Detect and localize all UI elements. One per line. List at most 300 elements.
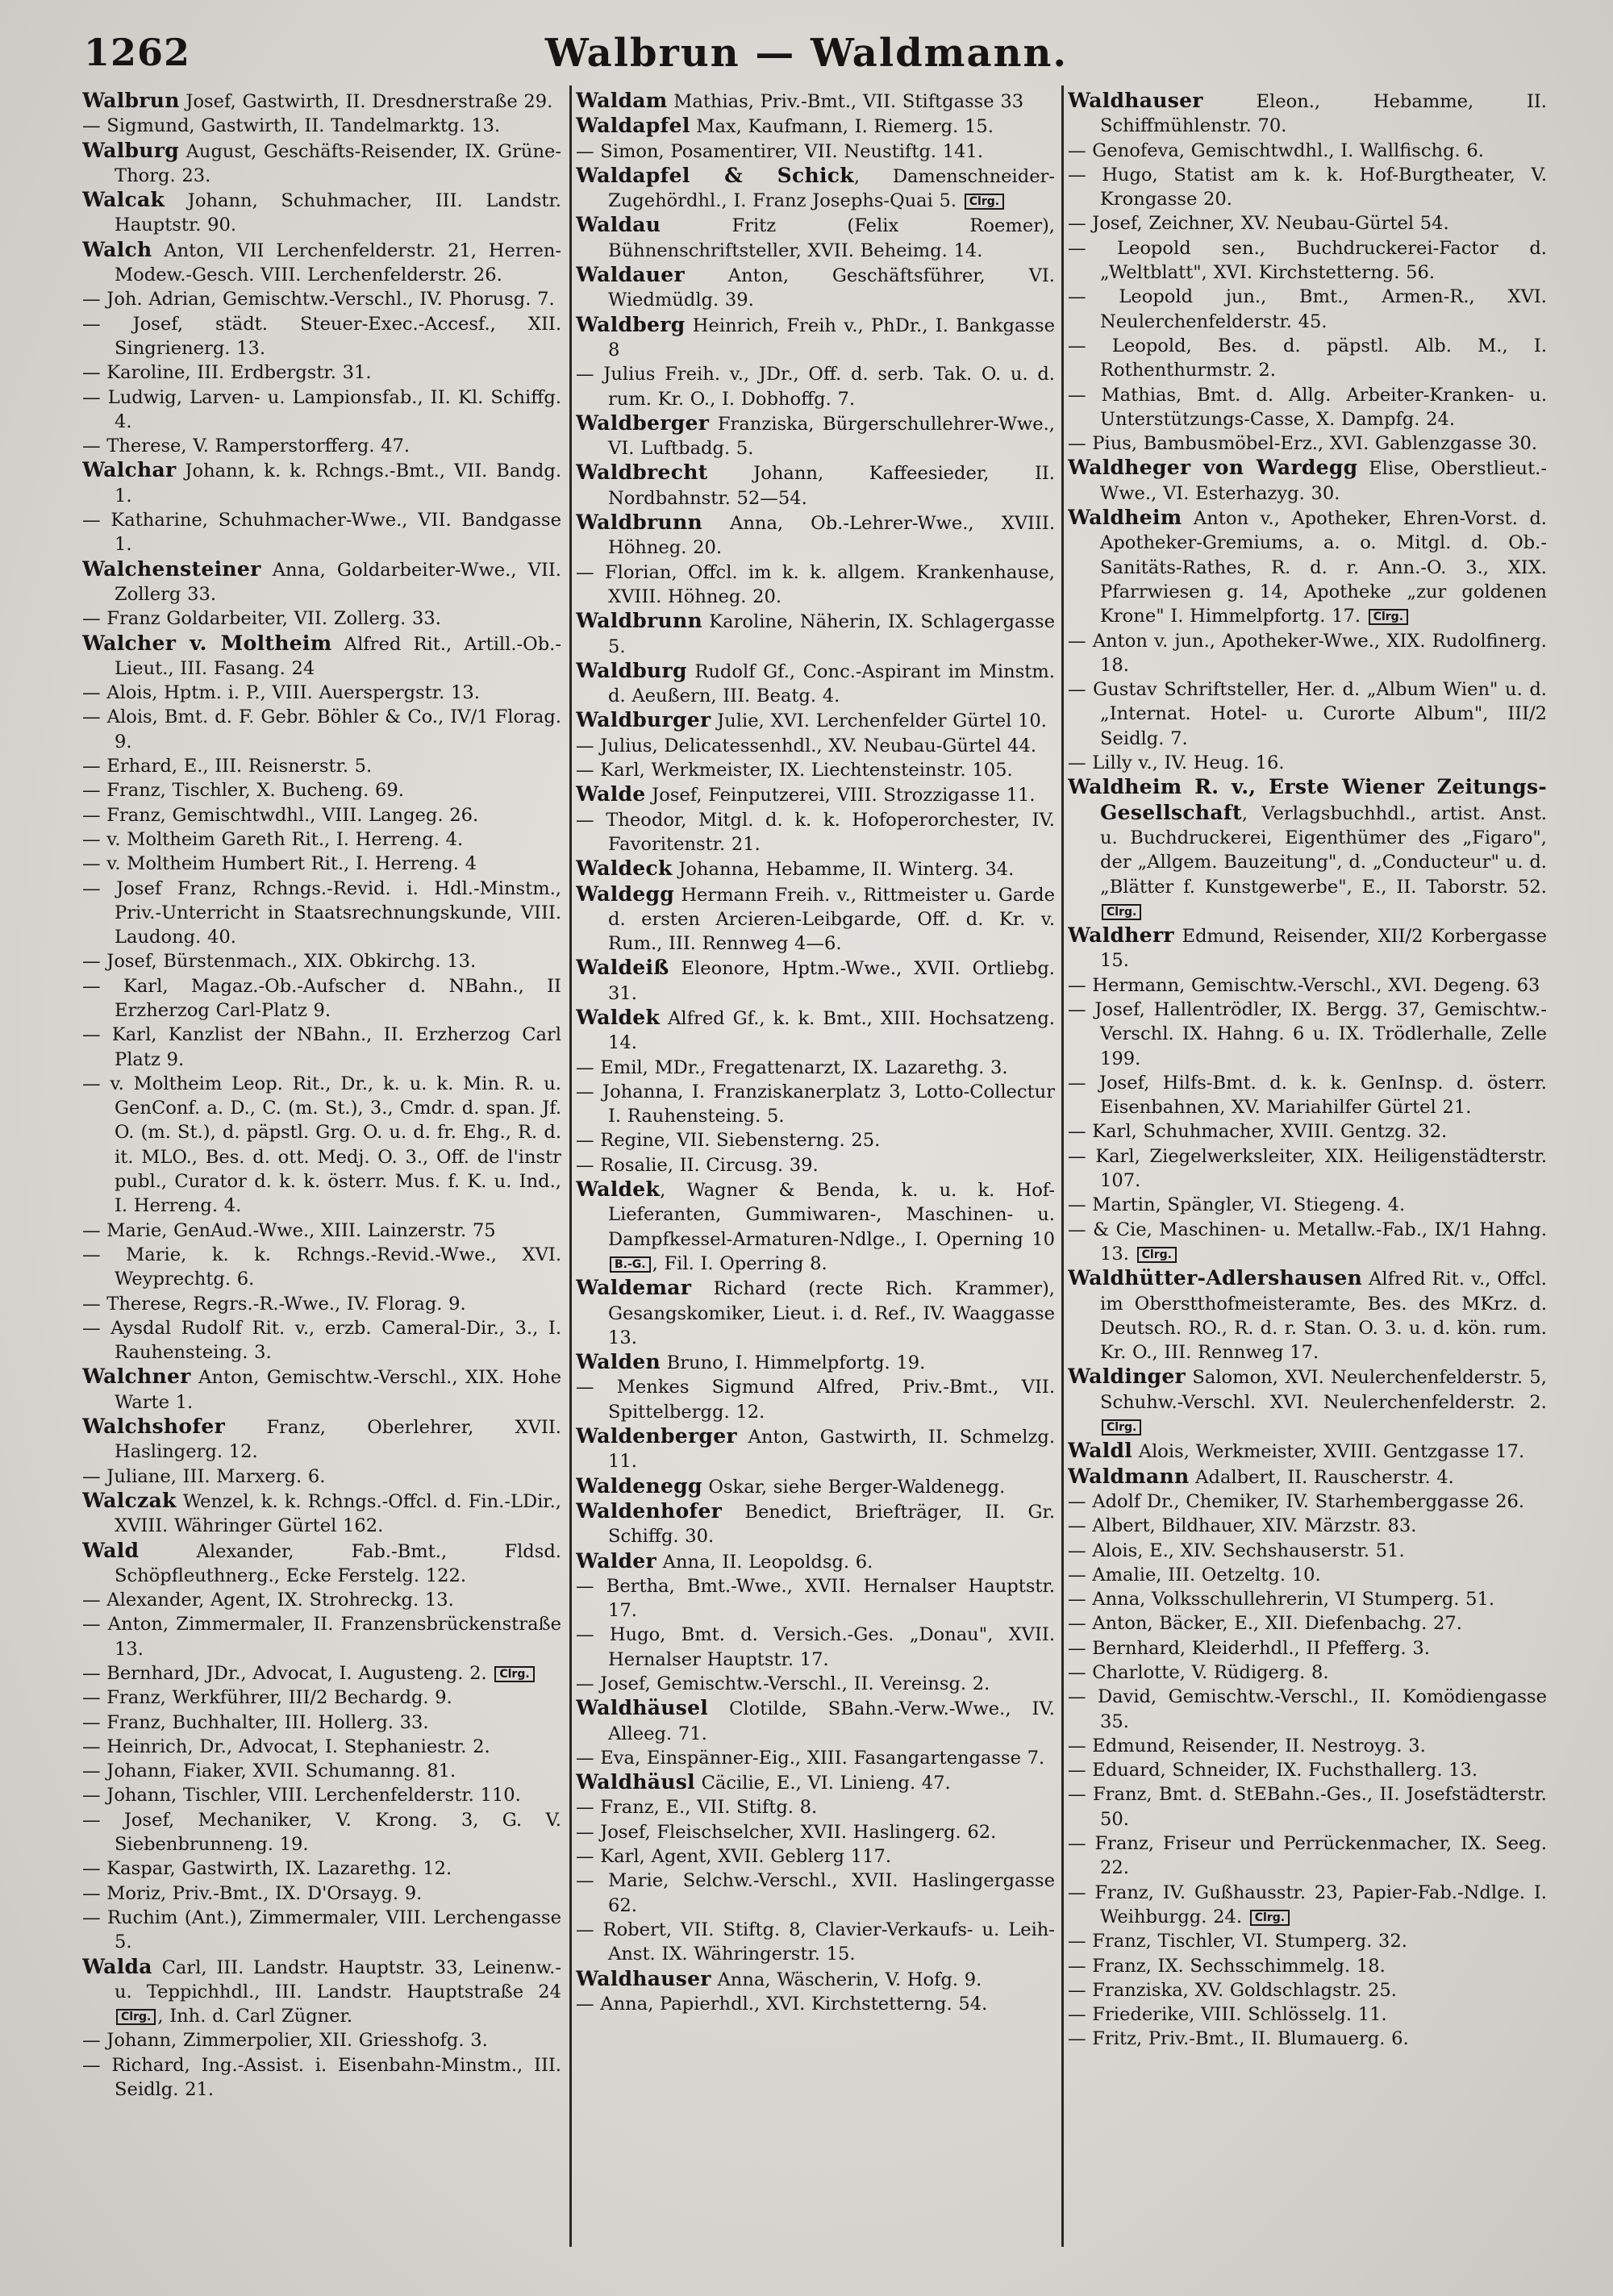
- directory-entry: [1068, 1193, 1547, 1217]
- directory-entry: [1068, 236, 1547, 285]
- entry-details: — Marie, k. k. Rchngs.-Revid.-Wwe., XVI. Weyprechtg. 6.: [82, 1244, 561, 1290]
- entry-details: — Adolf Dr., Chemiker, IV. Starhemberggasse 26.: [1068, 1490, 1525, 1512]
- directory-entry: [82, 89, 561, 114]
- entry-details: — Amalie, III. Oetzeltg. 10.: [1068, 1564, 1321, 1586]
- directory-entry: [1068, 1782, 1547, 1831]
- directory-entry: [576, 758, 1055, 782]
- directory-entry: [82, 803, 561, 827]
- directory-entry: [82, 827, 561, 852]
- column-3: [1068, 89, 1547, 2247]
- directory-entry: [82, 606, 561, 631]
- entry-details: — Franz, Friseur und Perrückenmacher, IX. Seeg. 22.: [1068, 1833, 1547, 1879]
- directory-entry: [82, 557, 561, 607]
- entry-surname: Waldheim: [1068, 506, 1182, 530]
- directory-entry: [1068, 1758, 1547, 1782]
- entry-details: , Wagner & Benda, k. u. k. Hof-Lieferanten, Gummiwaren-, Maschinen- u. Dampfkessel-Armaturen-Ndlge., I. Operning 10: [608, 1180, 1055, 1250]
- entry-details: — Franz, Bmt. d. StEBahn.-Ges., II. Josefstädterstr. 50.: [1068, 1784, 1547, 1830]
- entry-details: Wenzel, k. k. Rchngs.-Offcl. d. Fin.-LDir., XVIII. Währinger Gürtel 162.: [115, 1490, 561, 1537]
- directory-entry: [82, 754, 561, 778]
- directory-entry: [82, 1783, 561, 1807]
- entry-details: Mathias, Priv.-Bmt., VII. Stiftgasse 33: [667, 91, 1024, 112]
- directory-entry: [82, 312, 561, 361]
- entry-details: Cäcilie, E., VI. Linieng. 47.: [694, 1773, 951, 1794]
- entry-surname: Waldapfel: [576, 114, 690, 138]
- entry-details: — Franz, Werkführer, III/2 Bechardg. 9.: [82, 1687, 452, 1709]
- directory-entry: [1068, 1144, 1547, 1194]
- entry-details: — Pius, Bambusmöbel-Erz., XVI. Gablenzgasse 30.: [1068, 433, 1538, 455]
- entry-surname: Walchner: [82, 1365, 191, 1389]
- entry-details: — Franz, IX. Sechsschimmelg. 18.: [1068, 1955, 1386, 1977]
- page-header: [0, 31, 1613, 79]
- directory-entry: [82, 1808, 561, 1857]
- entry-details: — Fritz, Priv.-Bmt., II. Blumauerg. 6.: [1068, 2028, 1409, 2050]
- entry-details: Elise, Oberstlieut.-Wwe., VI. Esterhazyg. 30.: [1100, 458, 1547, 504]
- column-1: [82, 89, 561, 2247]
- entry-surname: Walde: [576, 782, 646, 806]
- entry-details: — Leopold, Bes. d. päpstl. Alb. M., I. Rothenthurmstr. 2.: [1068, 335, 1547, 381]
- directory-entry: [1068, 1881, 1547, 1930]
- entry-surname: Waldbrunn: [576, 510, 702, 535]
- entry-surname: Walchar: [82, 458, 177, 482]
- entry-surname: Waldeck: [576, 856, 673, 881]
- entry-details: — Johann, Tischler, VIII. Lerchenfelderstr. 110.: [82, 1785, 521, 1806]
- directory-entry: [1068, 1685, 1547, 1734]
- entry-details: — Josef, Gemischtw.-Verschl., II. Vereinsg. 2.: [576, 1673, 990, 1694]
- directory-entry: [1068, 973, 1547, 998]
- entry-details: — v. Moltheim Leop. Rit., Dr., k. u. k. Min. R. u. GenConf. a. D., C. (m. St.), 3., Cmdr. d. span. Jf. O. (m. St.), d. päpstl. Grg. O. u. d. fr. Ehg., R. d. it. MLO., Bes. d. ott. Medj. O. 3., Off. de l'instr publ., Curator d. k. k. österr. Mus. f. K. u. Ind., I. Herreng. 4.: [82, 1073, 561, 1217]
- directory-entry: [576, 1770, 1055, 1795]
- entry-details: Anton, Gemischtw.-Verschl., XIX. Hohe Warte 1.: [115, 1367, 561, 1413]
- entry-details: — Hugo, Bmt. d. Versich.-Ges. „Donau", XVII. Hernalser Hauptstr. 17.: [576, 1624, 1055, 1670]
- entry-details: — v. Moltheim Humbert Rit., I. Herreng. 4: [82, 853, 477, 875]
- entry-surname: Waldau: [576, 213, 661, 237]
- entry-details: — Moriz, Priv.-Bmt., IX. D'Orsayg. 9.: [82, 1882, 423, 1904]
- entry-details: — Marie, GenAud.-Wwe., XIII. Lainzerstr. 75: [82, 1219, 496, 1241]
- entry-details: Adalbert, II. Rauscherstr. 4.: [1189, 1466, 1454, 1488]
- directory-entry: [1068, 139, 1547, 163]
- entry-details: — Simon, Posamentirer, VII. Neustiftg. 141.: [576, 140, 984, 162]
- directory-entry: [82, 114, 561, 138]
- entry-surname: Waldhauser: [1068, 89, 1203, 112]
- directory-entry: [82, 458, 561, 508]
- directory-entry: [576, 956, 1055, 1006]
- directory-entry: [1068, 211, 1547, 235]
- directory-entry: [576, 1177, 1055, 1276]
- entry-details: — Lilly v., IV. Heug. 16.: [1068, 752, 1285, 774]
- entry-details: — Theodor, Mitgl. d. k. k. Hofoperorchester, IV. Favoritenstr. 21.: [576, 809, 1055, 855]
- directory-entry: [576, 609, 1055, 659]
- directory-entry: [1068, 163, 1547, 212]
- directory-entry: [576, 1918, 1055, 1967]
- directory-entry: [1068, 1563, 1547, 1587]
- directory-entry: [576, 708, 1055, 733]
- directory-entry: [576, 411, 1055, 461]
- directory-entry: [1068, 775, 1547, 923]
- directory-entry: [576, 1746, 1055, 1770]
- directory-entry: [1068, 1954, 1547, 1978]
- entry-details: — Erhard, E., III. Reisnerstr. 5.: [82, 756, 373, 777]
- entry-details: — Josef, städt. Steuer-Exec.-Accesf., XII. Singrienerg. 13.: [82, 313, 561, 359]
- entry-details: — Julius, Delicatessenhdl., XV. Neubau-Gürtel 44.: [576, 735, 1037, 756]
- entry-details: — Johann, Fiaker, XVII. Schumanng. 81.: [82, 1761, 456, 1782]
- directory-entry: [1068, 1266, 1547, 1365]
- entry-details-continued: , Fil. I. Operring 8.: [652, 1252, 827, 1274]
- entry-details: — Richard, Ing.-Assist. i. Eisenbahn-Minstm., III. Seidlg. 21.: [82, 2054, 561, 2101]
- entry-details: Alfred Gf., k. k. Bmt., XIII. Hochsatzeng. 14.: [608, 1007, 1055, 1054]
- directory-entry: [1068, 456, 1547, 506]
- entry-details: — Hugo, Statist am k. k. Hof-Burgtheater, V. Krongasse 20.: [1068, 164, 1547, 210]
- directory-entry: [82, 852, 561, 876]
- entry-details: — Bernhard, JDr., Advocat, I. Augusteng. 2.: [82, 1663, 487, 1684]
- entry-details: — Aysdal Rudolf Rit. v., erzb. Cameral-Dir., 3., I. Rauhensteing. 3.: [82, 1317, 561, 1364]
- directory-entry: [82, 949, 561, 973]
- clearing-badge: Clrg.: [1369, 609, 1408, 625]
- entry-details: Richard (recte Rich. Krammer), Gesangskomiker, Lieut. i. d. Ref., IV. Waaggasse 13.: [608, 1278, 1055, 1348]
- entry-details: Eleonore, Hptm.-Wwe., XVII. Ortliebg. 31.: [608, 958, 1055, 1004]
- entry-details: Carl, III. Landstr. Hauptstr. 33, Leinenw.- u. Teppichhdl., III. Landstr. Hauptstraße 24: [115, 1956, 561, 2002]
- directory-entry: [82, 1539, 561, 1589]
- directory-entry: [1068, 1734, 1547, 1758]
- directory-entry: [82, 238, 561, 288]
- directory-entry: [576, 1056, 1055, 1080]
- directory-columns: [82, 85, 1545, 2263]
- directory-entry: [576, 1006, 1055, 1056]
- entry-surname: Waldmann: [1068, 1464, 1190, 1488]
- directory-entry: [82, 1023, 561, 1072]
- entry-surname: Waldam: [576, 89, 668, 112]
- directory-entry: [576, 510, 1055, 560]
- directory-entry: [576, 856, 1055, 881]
- entry-details: — Genofeva, Gemischtwdhl., I. Wallfischg. 6.: [1068, 140, 1484, 161]
- directory-entry: [576, 1350, 1055, 1375]
- directory-entry: [82, 385, 561, 435]
- entry-details: Benedict, Briefträger, II. Gr. Schiffg. 30.: [608, 1501, 1055, 1548]
- entry-details: — Karl, Kanzlist der NBahn., II. Erzherzog Carl Platz 9.: [82, 1024, 561, 1070]
- directory-entry: [82, 1759, 561, 1783]
- directory-entry: [576, 362, 1055, 411]
- entry-details: — Franz, E., VII. Stiftg. 8.: [576, 1797, 818, 1819]
- clearing-badge: Clrg.: [494, 1666, 534, 1682]
- entry-surname: Waldburger: [576, 708, 711, 732]
- directory-entry: [576, 1967, 1055, 1992]
- entry-details: Anton, Geschäftsführer, VI. Wiedmüdlg. 39.: [608, 265, 1055, 311]
- entry-details: — Leopold jun., Bmt., Armen-R., XVI. Neulerchenfelderstr. 45.: [1068, 286, 1547, 332]
- column-divider: [569, 85, 572, 2247]
- directory-entry: [1068, 677, 1547, 751]
- entry-details: — Kaspar, Gastwirth, IX. Lazarethg. 12.: [82, 1858, 452, 1880]
- entry-details: Josef, Feinputzerei, VIII. Strozzigasse 11.: [645, 785, 1036, 806]
- directory-entry: [1068, 923, 1547, 973]
- directory-entry: [1068, 1071, 1547, 1120]
- entry-details: Alexander, Fab.-Bmt., Fldsd. Schöpfleuthnerg., Ecke Ferstelg. 122.: [115, 1540, 561, 1586]
- directory-entry: [1068, 1611, 1547, 1636]
- entry-details: Johanna, Hebamme, II. Winterg. 34.: [672, 859, 1015, 881]
- entry-details: — Franz, IV. Gußhausstr. 23, Papier-Fab.-Ndlge. I. Weihburgg. 24.: [1068, 1881, 1547, 1927]
- directory-entry: [576, 213, 1055, 263]
- directory-entry: [1068, 89, 1547, 139]
- directory-entry: [1068, 1465, 1547, 1490]
- entry-details: — Gustav Schriftsteller, Her. d. „Album Wien" u. d. „Internat. Hotel- u. Curorte Album", III/2 Seidlg. 7.: [1068, 679, 1547, 749]
- entry-details: Karoline, Näherin, IX. Schlagergasse 5.: [608, 611, 1055, 657]
- clearing-badge: Clrg.: [1102, 1419, 1141, 1436]
- directory-entry: [1068, 751, 1547, 775]
- entry-details: — Franz Goldarbeiter, VII. Zollerg. 33.: [82, 608, 441, 630]
- entry-details: — Anna, Volksschullehrerin, VI Stumperg. 51.: [1068, 1589, 1495, 1611]
- entry-surname: Walch: [82, 237, 152, 261]
- entry-details: — Eva, Einspänner-Eig., XIII. Fasangartengasse 7.: [576, 1747, 1045, 1769]
- directory-entry: [82, 1588, 561, 1612]
- entry-details: — Josef, Zeichner, XV. Neubau-Gürtel 54.: [1068, 213, 1449, 235]
- entry-details: — Karl, Magaz.-Ob.-Aufscher d. NBahn., II Erzherzog Carl-Platz 9.: [82, 975, 561, 1021]
- directory-entry: [82, 1365, 561, 1415]
- directory-entry: [576, 1424, 1055, 1474]
- entry-surname: Walbrun: [82, 89, 180, 112]
- clearing-badge: Clrg.: [1102, 904, 1141, 920]
- entry-surname: Waldburg: [576, 658, 687, 682]
- entry-details: — Anton, Zimmermaler, II. Franzensbrückenstraße 13.: [82, 1614, 561, 1660]
- entry-details: — Karl, Agent, XVII. Geblerg 117.: [576, 1846, 892, 1868]
- directory-entry: [1068, 1587, 1547, 1611]
- running-title: Walbrun — Waldmann.: [544, 31, 1069, 76]
- directory-entry: [82, 188, 561, 238]
- directory-entry: [82, 1316, 561, 1365]
- entry-surname: Waldek: [576, 1005, 661, 1029]
- entry-surname: Waldheim R. v., Erste Wiener Zeitungs-Gesellschaft: [1068, 775, 1547, 824]
- directory-entry: [1068, 1439, 1547, 1464]
- directory-entry: [576, 808, 1055, 857]
- entry-surname: Waldegg: [576, 881, 675, 906]
- entry-details: — Josef Franz, Rchngs.-Revid. i. Hdl.-Minstm., Priv.-Unterricht in Staatsrechnungskunde, VIII. Laudong. 40.: [82, 877, 561, 948]
- entry-surname: Walczak: [82, 1488, 177, 1512]
- directory-entry: [82, 681, 561, 705]
- entry-details: — Josef, Fleischselcher, XVII. Haslingerg. 62.: [576, 1821, 997, 1843]
- directory-entry: [82, 1219, 561, 1243]
- directory-entry: [576, 1080, 1055, 1129]
- directory-entry: [82, 1612, 561, 1661]
- directory-entry: [1068, 506, 1547, 628]
- directory-entry: [82, 1686, 561, 1710]
- directory-entry: [1068, 1218, 1547, 1267]
- entry-details: Anna, Ob.-Lehrer-Wwe., XVIII. Höhneg. 20.: [608, 513, 1055, 559]
- directory-entry: [576, 114, 1055, 139]
- entry-details: — Franz, Tischler, X. Bucheng. 69.: [82, 780, 404, 802]
- entry-details-continued: , Inh. d. Carl Zügner.: [157, 2006, 353, 2027]
- entry-details: — Karl, Ziegelwerksleiter, XIX. Heiligenstädterstr. 107.: [1068, 1145, 1547, 1192]
- directory-entry: [1068, 1636, 1547, 1661]
- entry-details: — Emil, MDr., Fregattenarzt, IX. Lazarethg. 3.: [576, 1056, 1008, 1078]
- directory-entry: [576, 1844, 1055, 1869]
- entry-details: — Charlotte, V. Rüdigerg. 8.: [1068, 1662, 1329, 1683]
- directory-entry: [1068, 1490, 1547, 1514]
- directory-entry: [82, 287, 561, 311]
- entry-details: — & Cie, Maschinen- u. Metallw.-Fab., IX/1 Hahng. 13.: [1068, 1219, 1547, 1265]
- directory-entry: [82, 778, 561, 802]
- entry-surname: Waldauer: [576, 263, 685, 287]
- entry-details: — Sigmund, Gastwirth, II. Tandelmarktg. 13.: [82, 115, 501, 137]
- entry-details: — Menkes Sigmund Alfred, Priv.-Bmt., VII. Spittelbergg. 12.: [576, 1377, 1055, 1423]
- entry-details: — v. Moltheim Gareth Rit., I. Herreng. 4.: [82, 828, 464, 850]
- directory-entry: [576, 1153, 1055, 1177]
- entry-surname: Waldberg: [576, 312, 686, 336]
- directory-entry: [1068, 431, 1547, 456]
- directory-entry: [576, 1820, 1055, 1844]
- directory-entry: [82, 1489, 561, 1539]
- entry-surname: Waldberger: [576, 410, 710, 435]
- entry-surname: Waldbrecht: [576, 460, 708, 485]
- entry-details: Hermann Freih. v., Rittmeister u. Garde d. ersten Arcieren-Leibgarde, Off. d. Kr. v. Rum., III. Rennweg 4—6.: [608, 884, 1055, 955]
- directory-entry: [82, 877, 561, 950]
- entry-details: — Josef, Hilfs-Bmt. d. k. k. GenInsp. d. österr. Eisenbahnen, XV. Mariahilfer Gürtel 21.: [1068, 1072, 1547, 1119]
- directory-entry: [576, 1992, 1055, 2016]
- entry-details: — Florian, Offcl. im k. k. allgem. Krankenhause, XVIII. Höhneg. 20.: [576, 561, 1055, 607]
- entry-details: — Alois, E., XIV. Sechshauserstr. 51.: [1068, 1540, 1405, 1561]
- entry-details: — Julius Freih. v., JDr., Off. d. serb. Tak. O. u. d. rum. Kr. O., I. Dobhoffg. 7.: [576, 364, 1055, 410]
- entry-details: August, Geschäfts-Reisender, IX. Grüne-Thorg. 23.: [115, 140, 561, 186]
- directory-entry: [82, 1881, 561, 1906]
- entry-surname: Waldhauser: [576, 1966, 711, 1990]
- entry-details: — Katharine, Schuhmacher-Wwe., VII. Bandgasse 1.: [82, 510, 561, 556]
- directory-entry: [576, 1128, 1055, 1152]
- directory-entry: [1068, 2002, 1547, 2027]
- entry-details: Oskar, siehe Berger-Waldenegg.: [702, 1476, 1006, 1498]
- entry-details: Anton, Gastwirth, II. Schmelzg. 11.: [608, 1427, 1055, 1473]
- directory-entry: [82, 1072, 561, 1219]
- directory-entry: [576, 1499, 1055, 1549]
- directory-entry: [576, 89, 1055, 114]
- entry-surname: Walcher v. Moltheim: [82, 631, 332, 655]
- entry-details: Clotilde, SBahn.-Verw.-Wwe., IV. Alleeg. 71.: [608, 1698, 1055, 1744]
- entry-details: — Karoline, III. Erdbergstr. 31.: [82, 362, 372, 384]
- entry-surname: Waldinger: [1068, 1365, 1186, 1389]
- directory-entry: [576, 1276, 1055, 1350]
- entry-surname: Walchshofer: [82, 1415, 226, 1439]
- directory-entry: [1068, 1929, 1547, 1953]
- entry-surname: Waldenberger: [576, 1424, 737, 1448]
- entry-details: Anna, Wäscherin, V. Hofg. 9.: [711, 1969, 982, 1990]
- directory-entry: [576, 1574, 1055, 1623]
- entry-details: — Juliane, III. Marxerg. 6.: [82, 1465, 326, 1487]
- entry-details: — Anton, Bäcker, E., XII. Diefenbachg. 27.: [1068, 1613, 1462, 1635]
- directory-entry: [82, 1465, 561, 1489]
- directory-entry: [82, 2028, 561, 2052]
- entry-details: — Martin, Spängler, VI. Stiegeng. 4.: [1068, 1194, 1406, 1216]
- entry-details: — Johanna, I. Franziskanerplatz 3, Lotto-Collectur I. Rauhensteing. 5.: [576, 1081, 1055, 1127]
- entry-surname: Waldhäusl: [576, 1770, 695, 1794]
- entry-details: Max, Kaufmann, I. Riemerg. 15.: [690, 116, 994, 138]
- entry-details: , Damenschneider-Zugehördhl., I. Franz Josephs-Quai 5.: [608, 165, 1055, 212]
- entry-details: — David, Gemischtw.-Verschl., II. Komödiengasse 35.: [1068, 1686, 1547, 1732]
- page-number: 1262: [84, 31, 191, 74]
- entry-details: — Albert, Bildhauer, XIV. Märzstr. 83.: [1068, 1515, 1417, 1537]
- entry-details: Franziska, Bürgerschullehrer-Wwe., VI. Luftbadg. 5.: [608, 413, 1055, 460]
- directory-entry: [576, 734, 1055, 758]
- directory-entry: [576, 1869, 1055, 1918]
- entry-details: — Franz, Tischler, VI. Stumperg. 32.: [1068, 1931, 1407, 1952]
- directory-entry: [576, 1375, 1055, 1424]
- entry-surname: Waldek: [576, 1177, 661, 1202]
- directory-entry: [82, 705, 561, 754]
- entry-details: — Josef, Hallentrödler, IX. Bergg. 37, Gemischtw.-Verschl. IX. Hahng. 6 u. IX. Trödlerhalle, Zelle 199.: [1068, 998, 1547, 1069]
- entry-details: , Verlagsbuchhdl., artist. Anst. u. Buchdruckerei, Eigenthümer des „Figaro", der „Allgem. Bauzeitung", d. „Conducteur" u. d. „Blätter f. Kunstgewerbe", E., II. Taborstr. 52.: [1100, 802, 1547, 898]
- entry-surname: Waldenhofer: [576, 1498, 723, 1523]
- entry-surname: Wald: [82, 1538, 140, 1562]
- entry-surname: Waldhäusel: [576, 1696, 709, 1720]
- entry-details: — Josef, Bürstenmach., XIX. Obkirchg. 13.: [82, 951, 477, 973]
- entry-details: Rudolf Gf., Conc.-Aspirant im Minstm. d. Aeußern, III. Beatg. 4.: [608, 660, 1055, 707]
- directory-entry: [576, 1474, 1055, 1499]
- directory-entry: [82, 1856, 561, 1881]
- directory-entry: [82, 1661, 561, 1686]
- entry-surname: Walder: [576, 1548, 656, 1573]
- entry-details: — Eduard, Schneider, IX. Fuchsthallerg. 13.: [1068, 1760, 1478, 1781]
- entry-details: — Alois, Hptm. i. P., VIII. Auerspergstr. 13.: [82, 682, 480, 704]
- entry-details: — Bertha, Bmt.-Wwe., XVII. Hernalser Hauptstr. 17.: [576, 1575, 1055, 1622]
- entry-details: Johann, Kaffeesieder, II. Nordbahnstr. 52—54.: [608, 463, 1055, 509]
- directory-entry: [576, 1795, 1055, 1819]
- column-divider: [1061, 85, 1064, 2247]
- directory-entry: [1068, 334, 1547, 383]
- directory-entry: [82, 434, 561, 458]
- directory-entry: [82, 1735, 561, 1759]
- entry-surname: Waldemar: [576, 1276, 692, 1300]
- entry-details: — Alois, Bmt. d. F. Gebr. Böhler & Co., IV/1 Florag. 9.: [82, 706, 561, 752]
- directory-entry: [82, 1711, 561, 1735]
- entry-details: — Karl, Schuhmacher, XVIII. Gentzg. 32.: [1068, 1121, 1448, 1143]
- entry-details: — Edmund, Reisender, II. Nestroyg. 3.: [1068, 1735, 1426, 1756]
- entry-surname: Waldhütter-Adlershausen: [1068, 1266, 1363, 1290]
- column-2: [576, 89, 1055, 2247]
- directory-entry: [82, 1292, 561, 1316]
- directory-entry: [1068, 1365, 1547, 1439]
- entry-details: — Franz, Gemischtwdhl., VIII. Langeg. 26.: [82, 804, 479, 826]
- directory-entry: [82, 508, 561, 557]
- clearing-badge: Clrg.: [116, 2009, 156, 2025]
- entry-surname: Waldl: [1068, 1439, 1133, 1463]
- directory-entry: [82, 360, 561, 385]
- directory-entry: [1068, 998, 1547, 1071]
- directory-entry: [1068, 1831, 1547, 1881]
- entry-details: Johann, k. k. Rchngs.-Bmt., VII. Bandg. 1.: [115, 460, 561, 506]
- clearing-badge: Clrg.: [1137, 1247, 1177, 1263]
- directory-entry: [576, 1549, 1055, 1574]
- directory-entry: [82, 1906, 561, 1955]
- clearing-badge: Clrg.: [965, 194, 1004, 210]
- directory-entry: [1068, 1119, 1547, 1144]
- entry-details: Edmund, Reisender, XII/2 Korbergasse 15.: [1100, 926, 1547, 972]
- directory-entry: [82, 1415, 561, 1465]
- directory-entry: [82, 631, 561, 681]
- entry-surname: Walda: [82, 1954, 152, 1978]
- directory-entry: [1068, 629, 1547, 678]
- entry-surname: Walcak: [82, 188, 165, 212]
- entry-details: — Franziska, XV. Goldschlagstr. 25.: [1068, 1979, 1397, 2001]
- entry-surname: Waldheger von Wardegg: [1068, 456, 1358, 480]
- directory-entry: [576, 1623, 1055, 1672]
- directory-entry: [82, 139, 561, 189]
- entry-details: — Alexander, Agent, IX. Strohreckg. 13.: [82, 1590, 454, 1611]
- entry-surname: Walchensteiner: [82, 556, 261, 581]
- entry-details: — Hermann, Gemischtw.-Verschl., XVI. Degeng. 63: [1068, 974, 1540, 996]
- entry-details: — Rosalie, II. Circusg. 39.: [576, 1154, 819, 1176]
- directory-entry: [576, 1696, 1055, 1746]
- entry-details: — Karl, Werkmeister, IX. Liechtensteinstr. 105.: [576, 760, 1013, 781]
- entry-details: Alfred Rit. v., Offcl. im Oberstthofmeisteramte, Bes. des MKrz. d. Deutsch. RO., R. d. r. Stan. O. 3. u. d. kön. rum. Kr. O., III. Rennweg 17.: [1100, 1269, 1547, 1364]
- entry-surname: Waldapfel & Schick: [576, 163, 854, 187]
- entry-details: — Franz, Buchhalter, III. Hollerg. 33.: [82, 1711, 429, 1733]
- entry-surname: Waldherr: [1068, 923, 1174, 948]
- entry-details: — Robert, VII. Stiftg. 8, Clavier-Verkaufs- u. Leih-Anst. IX. Währingerstr. 15.: [576, 1919, 1055, 1965]
- clearing-badge: B.-G.: [610, 1256, 651, 1273]
